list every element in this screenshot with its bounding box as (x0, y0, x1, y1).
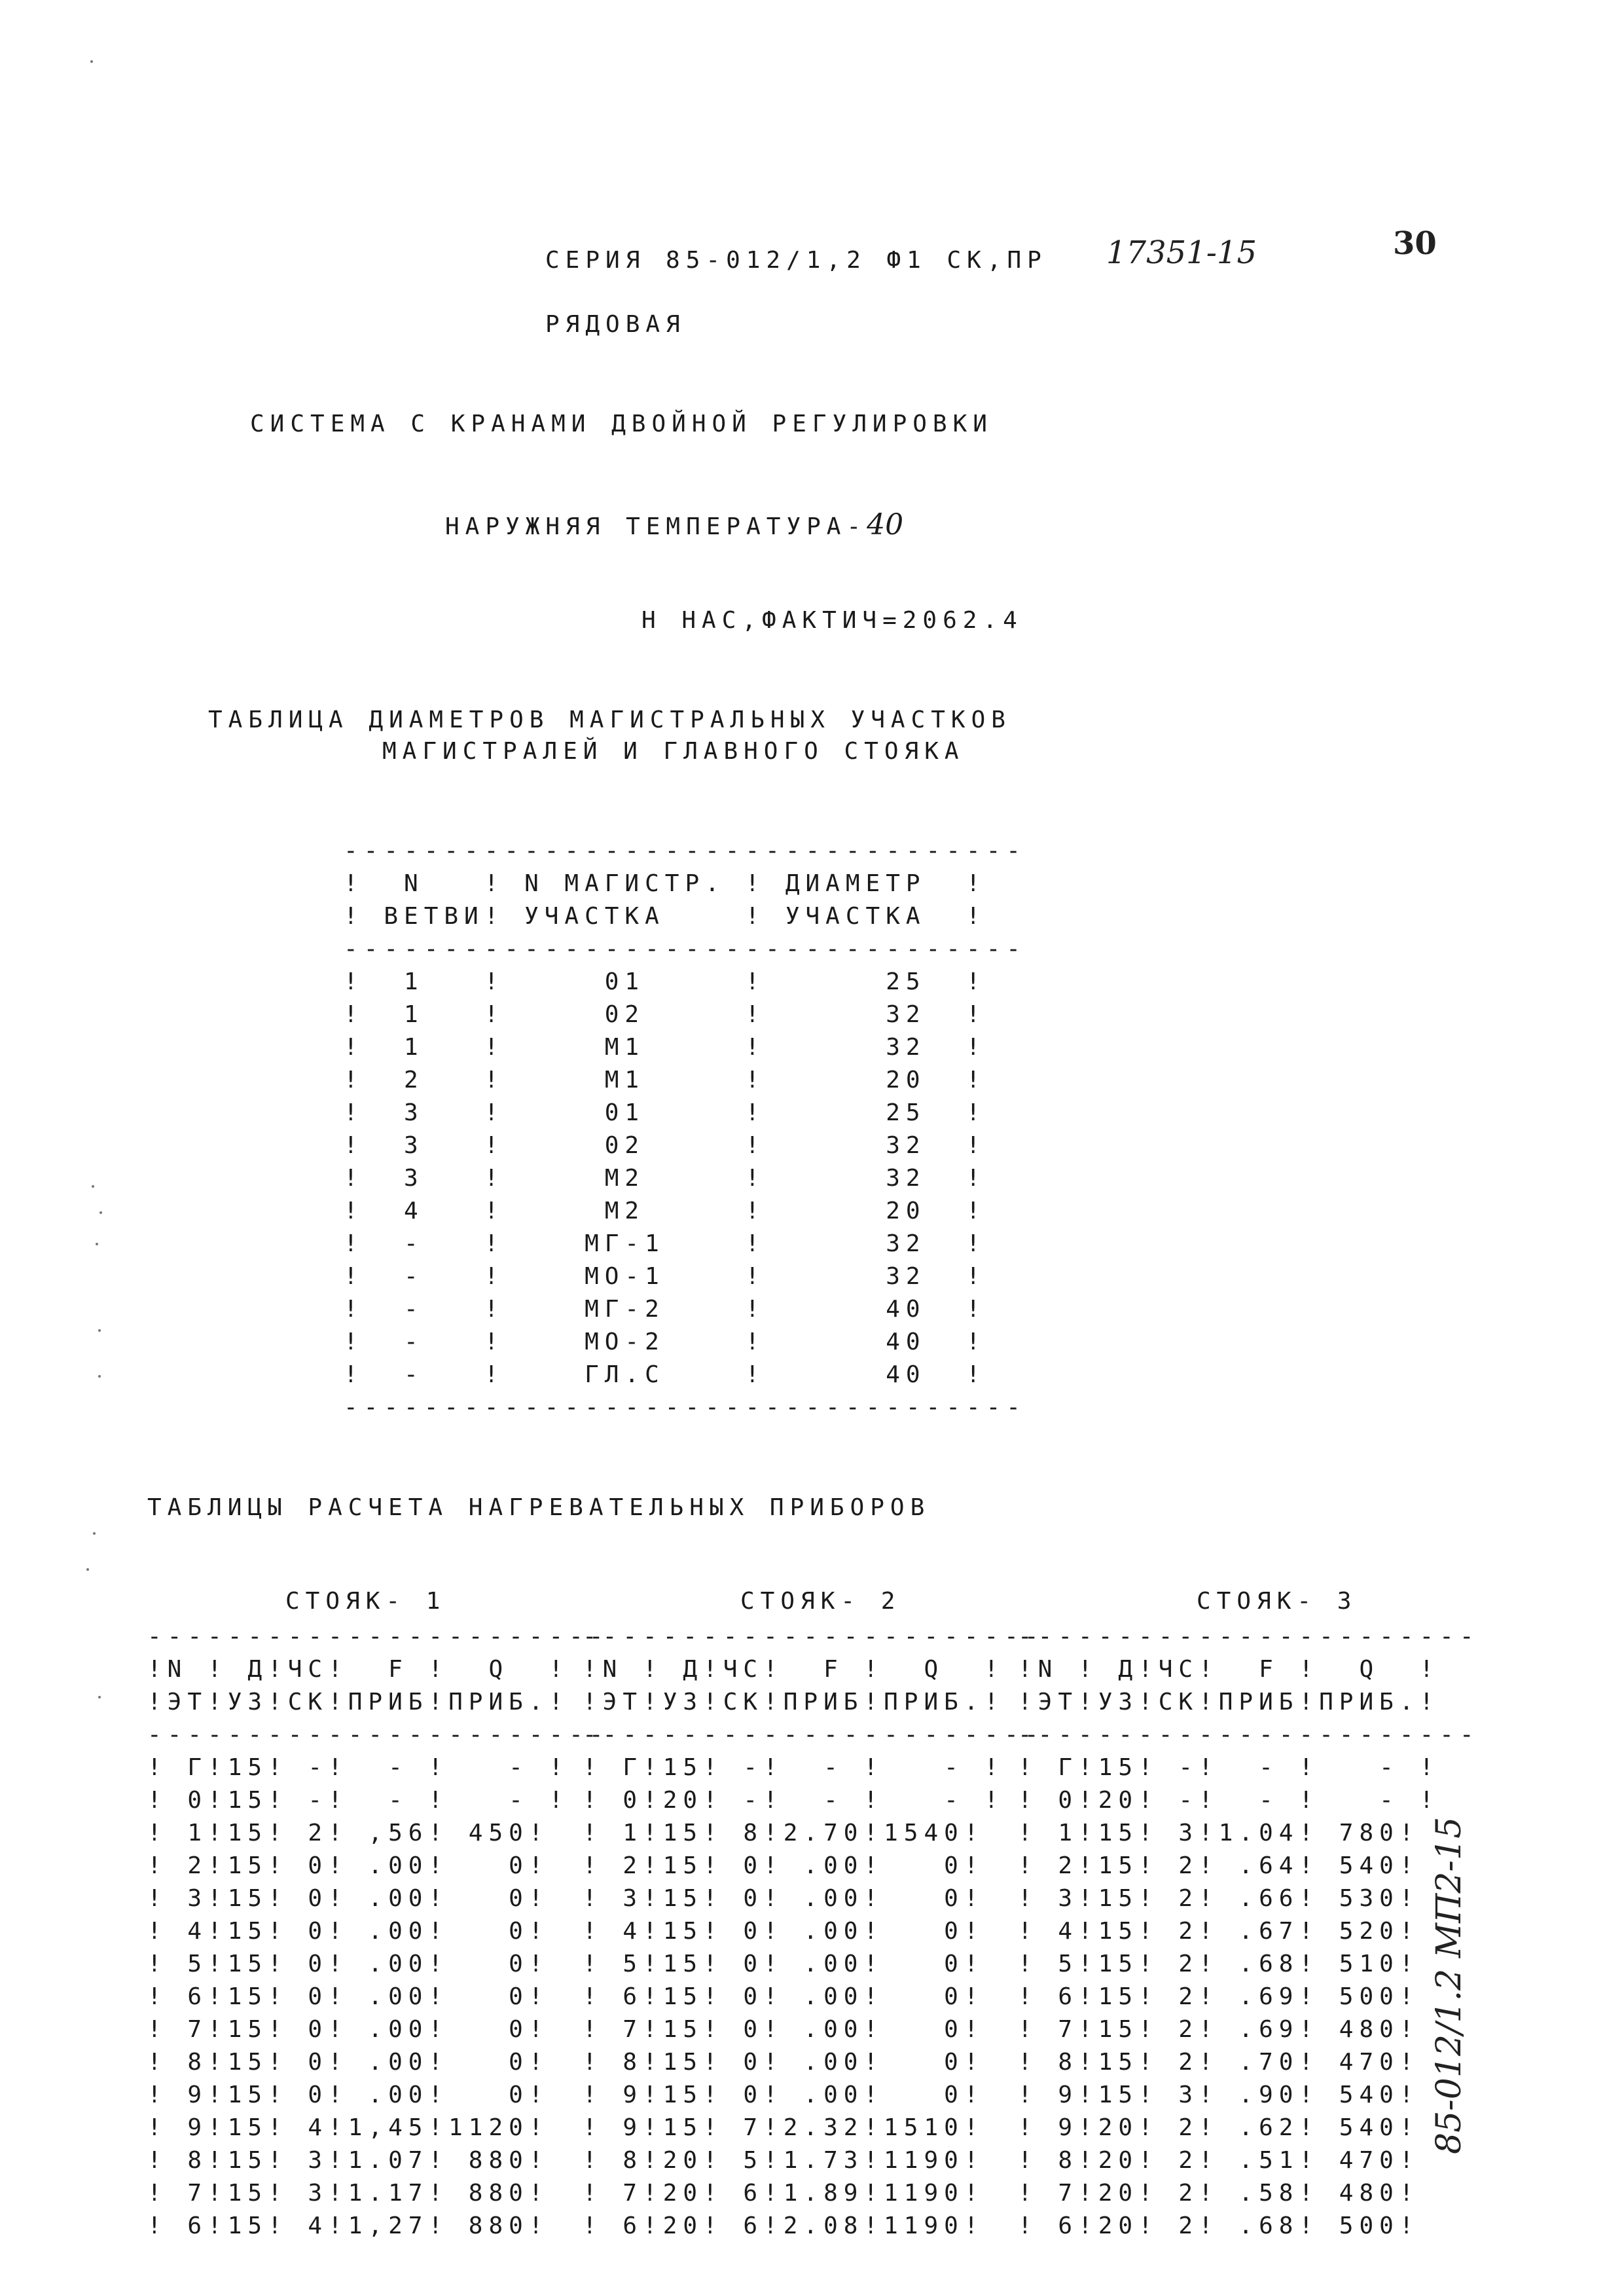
heater-tables-title: ТАБЛИЦЫ РАСЧЕТА НАГРЕВАТЕЛЬНЫХ ПРИБОРОВ (147, 1494, 931, 1521)
diam-table-title-1: ТАБЛИЦА ДИАМЕТРОВ МАГИСТРАЛЬНЫХ УЧАСТКОВ (208, 706, 1011, 733)
scan-speck (93, 1532, 96, 1535)
riser-1-label: СТОЯК- 1 (285, 1588, 446, 1615)
series-label: СЕРИЯ 85-012/1,2 Ф1 СК,ПР (545, 247, 1047, 274)
diameter-table: ---------------------------------- ! N ! N МАГИСТР. ! ДИАМЕТР ! ! ВЕТВИ! УЧАСТКА ! УЧАСТКА ! ---------------------------------- ! 1 ! 01 ! 25 ! ! 1 ! 02 ! 32 ! ! 1 ! М1 ! 32 ! ! 2 ! М1 ! 20 ! ! 3 ! 01 ! 25 ! ! 3 ! 02 ! 32 ! ! 3 ! М2 ! 32 ! ! 4 ! М2 ! 20 ! ! - ! МГ-1 ! 32 ! ! - ! МО-1 ! 32 ! ! - ! МГ-2 ! 40 ! ! - ! МО-2 ! 40 ! ! - ! ГЛ.С ! 40 ! ---------------------------------- (344, 837, 1026, 1421)
scan-speck (98, 1696, 101, 1698)
scan-speck (92, 1185, 94, 1188)
margin-note: 85-012/1.2 МП2-15 (1430, 1816, 1469, 2154)
pressure-value: Н НАС,ФАКТИЧ=2062.4 (641, 607, 1023, 634)
outdoor-temperature-value: 40 (867, 508, 904, 541)
scan-speck (99, 1211, 102, 1214)
outdoor-temperature-label: НАРУЖНЯЯ ТЕМПЕРАТУРА- (445, 513, 867, 540)
scan-speck (90, 60, 93, 63)
riser-2-label: СТОЯК- 2 (740, 1588, 901, 1615)
scan-speck (96, 1243, 98, 1245)
scan-speck (98, 1375, 101, 1378)
outdoor-temperature (445, 508, 904, 541)
scan-speck (98, 1329, 101, 1332)
riser-3-label: СТОЯК- 3 (1197, 1588, 1358, 1615)
system-title: СИСТЕМА С КРАНАМИ ДВОЙНОЙ РЕГУЛИРОВКИ (250, 411, 993, 437)
scan-speck (86, 1568, 89, 1571)
page-number: 30 (1393, 225, 1437, 262)
riser-2-table: ----------------------- !N ! Д!ЧС! F ! Q ! !ЭТ!УЗ!СК!ПРИБ!ПРИБ.! ----------------------- ! Г!15! -! - ! - ! ! 0!20! -! - ! - ! ! 1!15! 8!2.70!1540! ! 2!15! 0! .00! 0! ! 3!15! 0! .00! 0! ! 4!15! 0! .00! 0! ! 5!15! 0! .00! 0! ! 6!15! 0! .00! 0! ! 7!15! 0! .00! 0! ! 8!15! 0! .00! 0! ! 9!15! 0! .00! 0! ! 9!15! 7!2.32!1510! ! 8!20! 5!1.73!1190! ! 7!20! 6!1.89!1190! ! 6!20! 6!2.08!1190! (583, 1623, 1045, 2239)
handwritten-code: 17351-15 (1106, 234, 1257, 271)
kind-label: РЯДОВАЯ (545, 311, 686, 338)
riser-1-table: ----------------------- !N ! Д!ЧС! F ! Q ! !ЭТ!УЗ!СК!ПРИБ!ПРИБ.! ----------------------- ! Г!15! -! - ! - ! ! 0!15! -! - ! - ! ! 1!15! 2! ,56! 450! ! 2!15! 0! .00! 0! ! 3!15! 0! .00! 0! ! 4!15! 0! .00! 0! ! 5!15! 0! .00! 0! ! 6!15! 0! .00! 0! ! 7!15! 0! .00! 0! ! 8!15! 0! .00! 0! ! 9!15! 0! .00! 0! ! 9!15! 4!1,45!1120! ! 8!15! 3!1.07! 880! ! 7!15! 3!1.17! 880! ! 6!15! 4!1,27! 880! (147, 1623, 609, 2239)
diam-table-title-2: МАГИСТРАЛЕЙ И ГЛАВНОГО СТОЯКА (382, 738, 965, 765)
riser-3-table: ----------------------- !N ! Д!ЧС! F ! Q ! !ЭТ!УЗ!СК!ПРИБ!ПРИБ.! ----------------------- ! Г!15! -! - ! - ! ! 0!20! -! - ! - ! ! 1!15! 3!1.04! 780! ! 2!15! 2! .64! 540! ! 3!15! 2! .66! 530! ! 4!15! 2! .67! 520! ! 5!15! 2! .68! 510! ! 6!15! 2! .69! 500! ! 7!15! 2! .69! 480! ! 8!15! 2! .70! 470! ! 9!15! 3! .90! 540! ! 9!20! 2! .62! 540! ! 8!20! 2! .51! 470! ! 7!20! 2! .58! 480! ! 6!20! 2! .68! 500! (1018, 1623, 1480, 2239)
